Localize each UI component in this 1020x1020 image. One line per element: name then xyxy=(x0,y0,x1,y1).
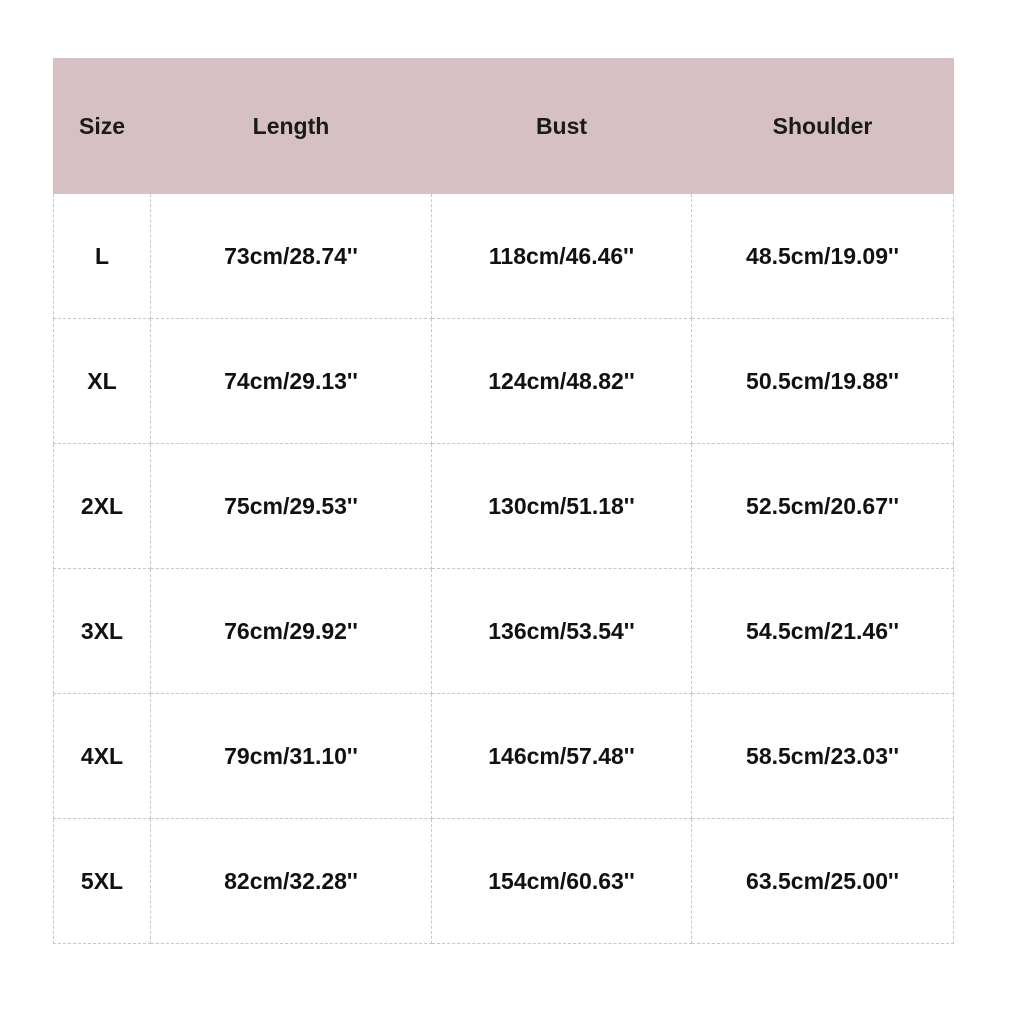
cell-size: 5XL xyxy=(54,819,151,944)
header-row xyxy=(54,59,954,194)
header-bust: Bust xyxy=(432,59,692,194)
cell-shoulder: 50.5cm/19.88'' xyxy=(692,319,954,444)
size-chart-header xyxy=(54,59,954,194)
cell-size: 3XL xyxy=(54,569,151,694)
cell-bust: 118cm/46.46'' xyxy=(432,194,692,319)
cell-length: 76cm/29.92'' xyxy=(151,569,432,694)
cell-length: 75cm/29.53'' xyxy=(151,444,432,569)
cell-bust: 154cm/60.63'' xyxy=(432,819,692,944)
table-row xyxy=(54,569,954,694)
table-row xyxy=(54,694,954,819)
cell-bust: 136cm/53.54'' xyxy=(432,569,692,694)
table-row xyxy=(54,194,954,319)
cell-length: 79cm/31.10'' xyxy=(151,694,432,819)
cell-shoulder: 63.5cm/25.00'' xyxy=(692,819,954,944)
table-row xyxy=(54,319,954,444)
cell-length: 82cm/32.28'' xyxy=(151,819,432,944)
cell-size: 2XL xyxy=(54,444,151,569)
table-row xyxy=(54,444,954,569)
size-chart-table xyxy=(53,58,954,944)
header-shoulder: Shoulder xyxy=(692,59,954,194)
table-row xyxy=(54,819,954,944)
cell-size: L xyxy=(54,194,151,319)
cell-size: 4XL xyxy=(54,694,151,819)
header-length: Length xyxy=(151,59,432,194)
cell-shoulder: 48.5cm/19.09'' xyxy=(692,194,954,319)
cell-bust: 130cm/51.18'' xyxy=(432,444,692,569)
cell-bust: 146cm/57.48'' xyxy=(432,694,692,819)
cell-size: XL xyxy=(54,319,151,444)
size-chart-body xyxy=(54,194,954,944)
cell-shoulder: 54.5cm/21.46'' xyxy=(692,569,954,694)
cell-length: 74cm/29.13'' xyxy=(151,319,432,444)
cell-shoulder: 58.5cm/23.03'' xyxy=(692,694,954,819)
cell-shoulder: 52.5cm/20.67'' xyxy=(692,444,954,569)
header-size: Size xyxy=(54,59,151,194)
cell-bust: 124cm/48.82'' xyxy=(432,319,692,444)
cell-length: 73cm/28.74'' xyxy=(151,194,432,319)
